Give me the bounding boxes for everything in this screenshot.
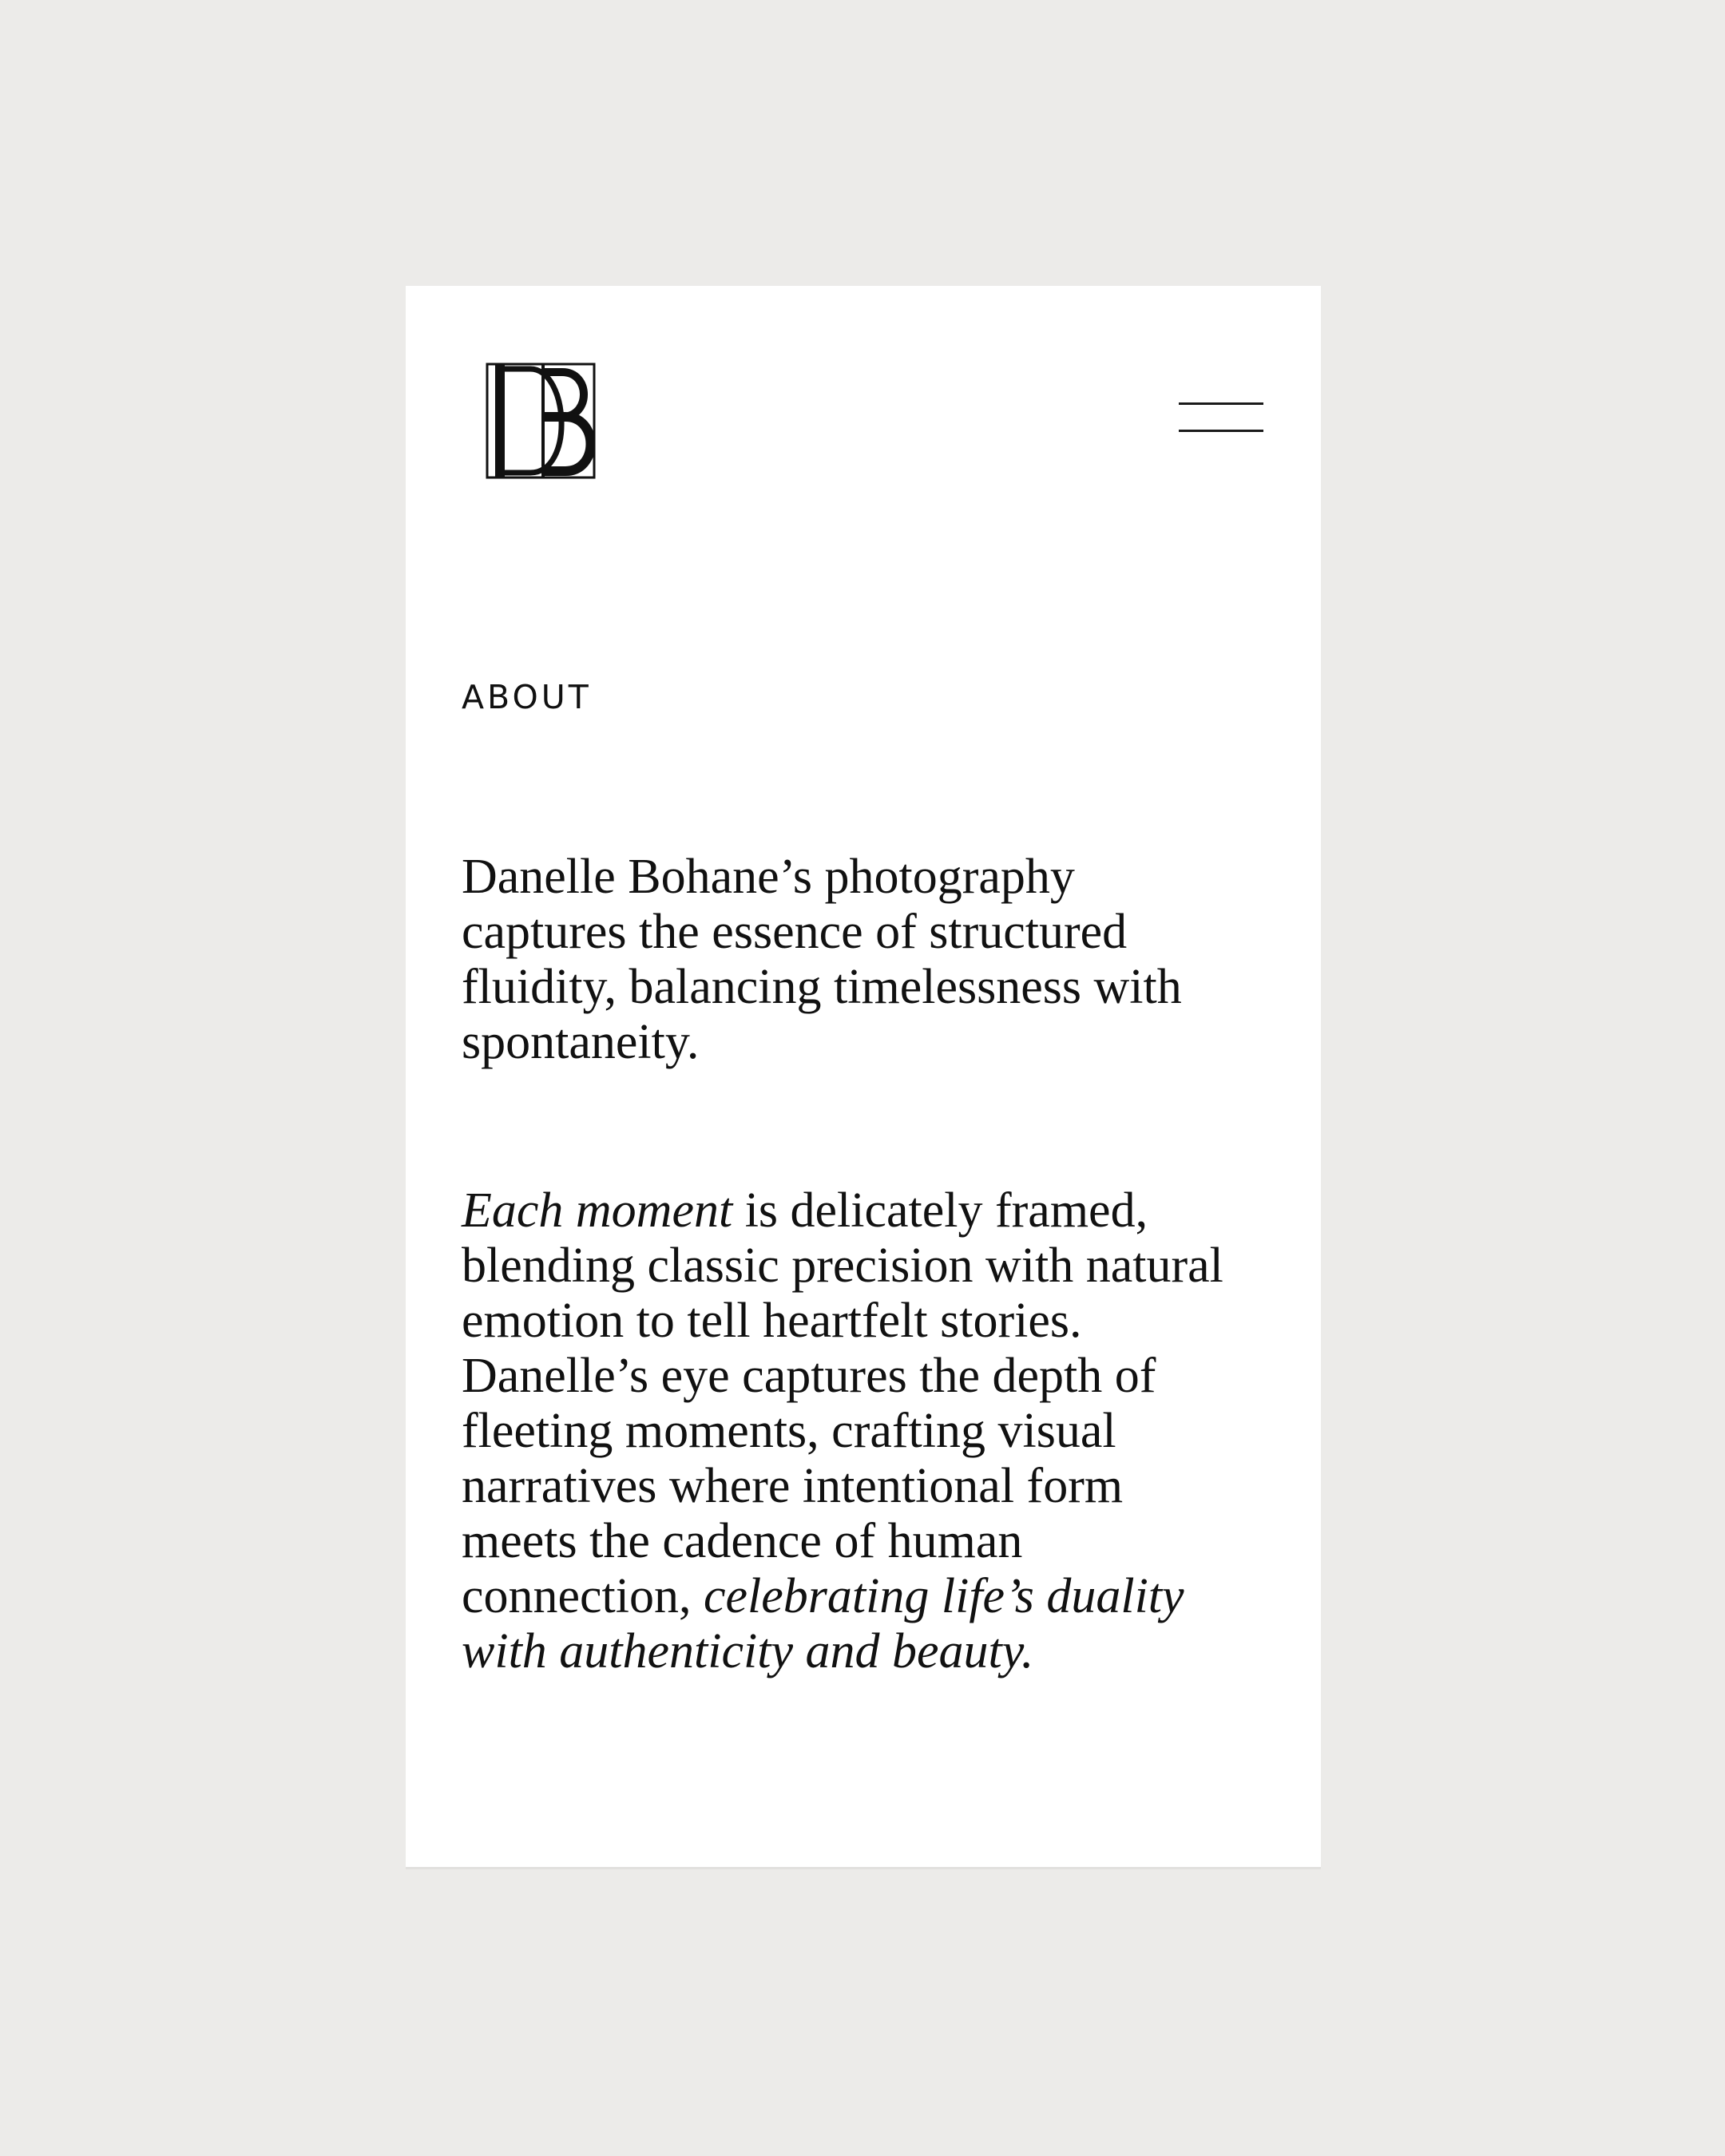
emphasis-text: celebrating life’s duality [704, 1569, 1184, 1623]
body-line: narratives where intentional form [462, 1459, 1124, 1513]
db-monogram-logo[interactable] [486, 363, 596, 479]
body-line: meets the cadence of human [462, 1514, 1023, 1568]
body-text: connection, [462, 1569, 704, 1623]
body-line: blending classic precision with natural [462, 1239, 1223, 1293]
hamburger-menu-button[interactable] [1179, 402, 1265, 438]
about-card [406, 286, 1321, 1867]
body-line [462, 1624, 1292, 1679]
intro-paragraph [462, 850, 1292, 1070]
body-text: is delicately framed, [732, 1183, 1148, 1238]
body-line: fleeting moments, crafting visual [462, 1404, 1116, 1458]
intro-line: spontaneity. [462, 1015, 700, 1069]
emphasis-text: with authenticity and beauty. [462, 1624, 1034, 1678]
section-title: ABOUT [462, 678, 592, 716]
menu-line-icon [1179, 402, 1263, 405]
body-line [462, 1183, 1292, 1239]
emphasis-text: Each moment [462, 1183, 733, 1238]
intro-line: Danelle Bohane’s photography [462, 850, 1075, 904]
intro-line: captures the essence of structured [462, 905, 1128, 959]
menu-line-icon [1179, 430, 1263, 432]
body-line: emotion to tell heartfelt stories. [462, 1294, 1082, 1348]
body-line: Danelle’s eye captures the depth of [462, 1349, 1156, 1403]
body-paragraph [462, 1183, 1292, 1679]
intro-line: fluidity, balancing timelessness with [462, 960, 1182, 1014]
db-monogram-icon [486, 363, 596, 479]
body-line [462, 1569, 1292, 1624]
